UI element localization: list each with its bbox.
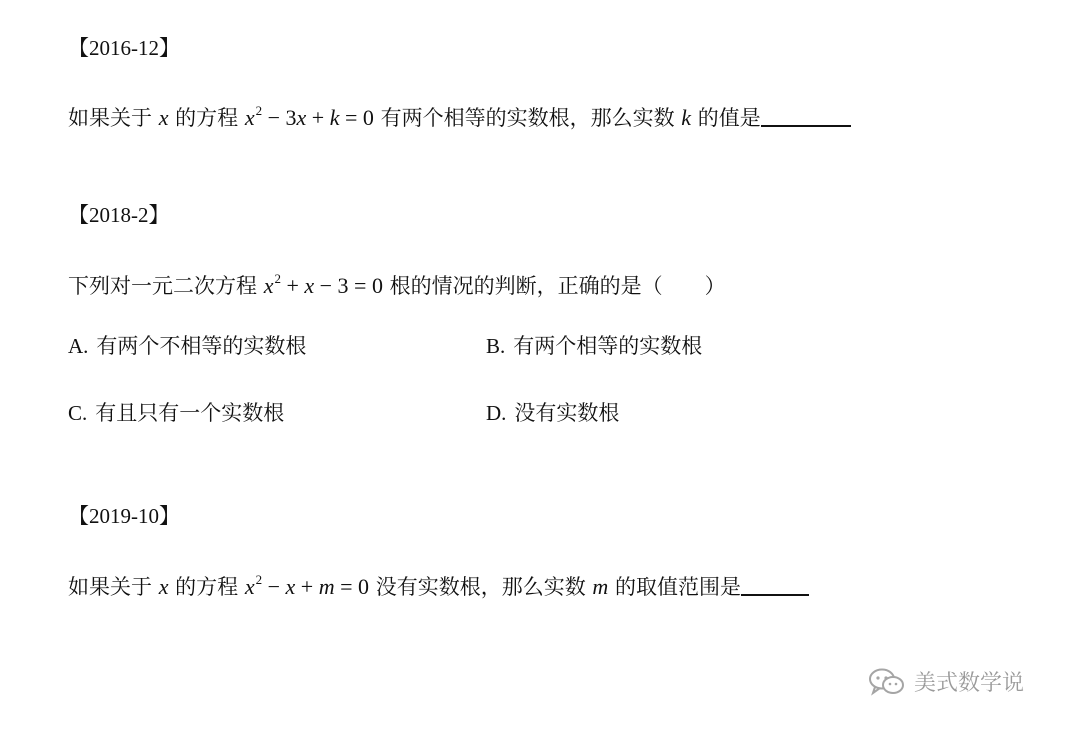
option-c (68, 398, 284, 428)
option-d-letter: D. (486, 401, 507, 425)
problem-tag-2019-10: 【2019-10】 (68, 504, 180, 528)
option-b-text: 有两个相等的实数根 (513, 334, 703, 358)
q1-answer-blank (761, 103, 851, 127)
q3-answer-blank (741, 572, 809, 596)
q3-text-3: 没有实数根，那么实数 (375, 575, 586, 599)
problem-tag-2018-2: 【2018-2】 (68, 203, 170, 227)
q3-equation: $x^2 - x + m = 0$ (244, 572, 370, 599)
option-a (68, 331, 306, 361)
q3-var-m: m (592, 574, 609, 599)
problem-3-question (68, 565, 809, 602)
option-d-text: 没有实数根 (514, 401, 620, 425)
q3-text-2: 的方程 (175, 575, 239, 599)
q2-text-1: 下列对一元二次方程 (68, 274, 257, 298)
q2-text-2: 根的情况的判断，正确的是（ ） (389, 274, 726, 298)
q3-text-1: 如果关于 (68, 575, 152, 599)
problem-1-question (68, 96, 851, 133)
q1-var-k: k (681, 105, 692, 130)
wechat-icon (868, 667, 906, 697)
problem-tag-2016-12: 【2016-12】 (68, 36, 180, 60)
option-a-letter: A. (68, 334, 89, 358)
problem-2-question (68, 264, 726, 301)
option-d (486, 398, 619, 428)
option-b-letter: B. (486, 334, 506, 358)
q2-equation: $x^2 + x - 3 = 0$ (263, 271, 383, 298)
q1-text-4: 的值是 (697, 106, 761, 130)
q1-var-x: x (158, 105, 169, 130)
q1-equation: $x^2 - 3x + k = 0$ (244, 103, 374, 130)
option-a-text: 有两个不相等的实数根 (96, 334, 307, 358)
option-c-letter: C. (68, 401, 88, 425)
option-c-text: 有且只有一个实数根 (95, 401, 285, 425)
option-b (486, 331, 702, 361)
q1-text-2: 的方程 (175, 106, 239, 130)
watermark (868, 666, 1024, 697)
q1-text-3: 有两个相等的实数根，那么实数 (380, 106, 675, 130)
q3-var-x: x (158, 574, 169, 599)
q3-text-4: 的取值范围是 (614, 575, 741, 599)
watermark-text: 美式数学说 (914, 671, 1025, 696)
q1-text-1: 如果关于 (68, 106, 152, 130)
